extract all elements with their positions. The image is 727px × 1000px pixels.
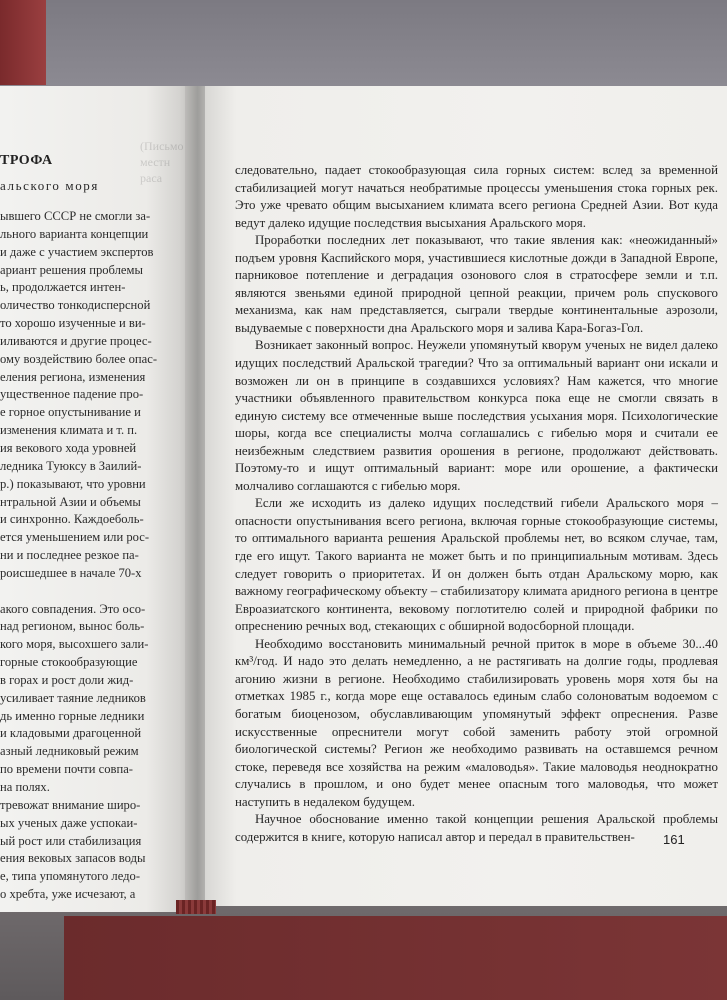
- paragraph: Необходимо восстановить минимальный речной приток в море в объеме 30...40 км³/год. И надо это делать немедленно, а не растягивать на долгие годы, продлевая агонию жизни в регионе. Необходимо стабилизировать уровень моря хотя бы на отметках 1985 г., когда море еще оставалось единым слабо солоноватым водоемом с богатым биоценозом, обуславливающим упомянутый эффект опреснения. Разве искусственные опреснители могут собой заменить работу этой огромной биологической системы? Регион же необходимо развивать на оставшемся речном стоке, переведя все хозяйства на режим «маловодья». Такие маловодья неоднократно случались в прошлом, и оно будет менее опасным того маловодья, что может наступить в недалеком будущем.: [235, 636, 718, 809]
- left-text-line: еления региона, изменения: [0, 369, 146, 384]
- paragraph: Если же исходить из далеко идущих последствий гибели Аральского моря – опасности опустынивания всего региона, включая горные стокообразующие системы, то оптимального варианта решения Аральской проблемы нет, во всяком случае, там, где его ищут. Такого варианта не может быть и по принципиальным мотивам. Здесь следует говорить о приоритетах. И он должен быть отдан Аральскому морю, как важному географическому объекту – стабилизатору климата аридного региона в центре Евроазиатского континента, вековому поглотителю солей и природной фабрики по опреснению речных вод, стекающих с обширной водосборной площади.: [235, 496, 718, 634]
- scanner-background: [0, 0, 727, 92]
- left-text-line: ых ученых даже успокаи-: [0, 815, 138, 830]
- bleed-fragment: (Письмо: [140, 139, 184, 153]
- left-chapter-title: ТРОФА: [0, 153, 53, 168]
- left-text-line: ый рост или стабилизация: [0, 833, 142, 848]
- book-cover-corner: [0, 0, 46, 85]
- left-text-line: о хребта, уже исчезают, а: [0, 887, 136, 902]
- bleed-fragment: местн: [140, 155, 171, 169]
- left-text-line: в горах и рост доли жид-: [0, 672, 134, 687]
- left-text-line: тревожат внимание широ-: [0, 797, 141, 812]
- left-text-line: кого моря, высохшего зали-: [0, 637, 149, 652]
- page-number: 161: [663, 832, 685, 847]
- paragraph: Проработки последних лет показывают, что такие явления как: «неожиданный» подъем уровня Каспийского моря, участившиеся кислотные дожди в Западной Европе, парниковое потепление и деградация озонового слоя в стратосфере земли и т.п. являются звеньями единой природной цепной реакции, причем роль спускового механизма, как нам представляется, сыграли твердые континентальные аэрозоли, выдуваемые с поверхности дна Аральского моря и залива Кара-Богаз-Гол.: [235, 233, 718, 335]
- left-text-line: ывшего СССР не смогли за-: [0, 209, 151, 223]
- left-chapter-subtitle: альского моря: [0, 178, 99, 193]
- left-text-line: и даже с участием экспертов: [0, 244, 154, 259]
- left-text-line: ия векового хода уровней: [0, 440, 137, 455]
- left-text-line: ения вековых запасов воды: [0, 851, 146, 866]
- left-text-line: е горное опустынивание и: [0, 405, 141, 420]
- left-text-line: горные стокообразующие: [0, 655, 138, 670]
- left-text-line: нтральной Азии и объемы: [0, 494, 141, 509]
- left-text-line: над регионом, вынос боль-: [0, 619, 145, 634]
- right-text-column: [235, 162, 718, 846]
- left-text-line: азный ледниковый режим: [0, 744, 139, 759]
- left-text-line: ется уменьшением или рос-: [0, 530, 150, 545]
- left-text-line: оличество тонкодисперсной: [0, 298, 151, 313]
- left-text-line: дь именно горные ледники: [0, 708, 145, 723]
- left-text-line: ому воздействию более опас-: [0, 351, 158, 366]
- left-text-line: льного варианта концепции: [0, 226, 149, 241]
- paragraph: следовательно, падает стокообразующая сила горных систем: вслед за временной стабилизацией могут начаться необратимые процессы уменьшения стока горных рек. Это уже чревато общим высыханием климата всего региона Средней Азии. Вот куда ведут далеко идущие последствия высыхания Аральского моря.: [235, 163, 718, 230]
- left-text-line: р.) показывают, что уровни: [0, 476, 146, 491]
- paragraph: Возникает законный вопрос. Неужели упомянутый кворум ученых не видел далеко идущих последствий Аральской трагедии? Что за оптимальный вариант они искали и возможен ли он в принципе в создавшихся условиях? Нам кажется, что многие участники объявленного правительством конкурса пока еще не смогли связать в единую систему все отмеченные выше последствия усыхания моря. Психологические шоры, когда все специалисты молча соглашались с гибелью моря и считали ее неизбежным следствием развития орошения в регионе, продолжают действовать. Поэтому-то и ищут оптимальный вариант: море или орошение, а фактически молчаливо соглашаются с гибелью моря.: [235, 338, 718, 493]
- left-text-line: акого совпадения. Это осо-: [0, 601, 146, 616]
- left-text-line: то хорошо изученные и ви-: [0, 316, 146, 331]
- book-cover-bottom-red: [64, 916, 727, 1000]
- left-text-line: [0, 583, 160, 601]
- right-page: [205, 86, 727, 906]
- left-text-line: ущественное падение про-: [0, 387, 144, 402]
- left-text-line: иливаются и другие процес-: [0, 333, 152, 348]
- left-text-line: по времени почти совпа-: [0, 762, 133, 777]
- left-text-line: и кладовыми драгоценной: [0, 726, 142, 741]
- left-text-line: изменения климата и т. п.: [0, 423, 138, 438]
- bookmark-ribbon: [176, 900, 216, 914]
- left-text-line: роисшедшее в начале 70-х: [0, 565, 142, 580]
- left-page: [0, 86, 195, 912]
- paragraph: Научное обоснование именно такой концепции решения Аральской проблемы содержится в книге, которую написал автор и передал в правительствен-: [235, 812, 718, 844]
- left-text-line: ни и последнее резкое па-: [0, 548, 139, 563]
- bleed-fragment: раса: [140, 171, 163, 185]
- left-text-line: усиливает таяние ледников: [0, 690, 146, 705]
- left-text-column: [0, 208, 160, 904]
- left-text-line: ь, продолжается интен-: [0, 280, 126, 295]
- left-text-line: ледника Туюксу в Заилий-: [0, 458, 142, 473]
- left-text-line: ариант решения проблемы: [0, 262, 143, 277]
- left-text-line: и синхронно. Каждоеболь-: [0, 512, 144, 527]
- left-text-line: е, типа упомянутого ледо-: [0, 869, 141, 884]
- left-text-line: на полях.: [0, 780, 50, 794]
